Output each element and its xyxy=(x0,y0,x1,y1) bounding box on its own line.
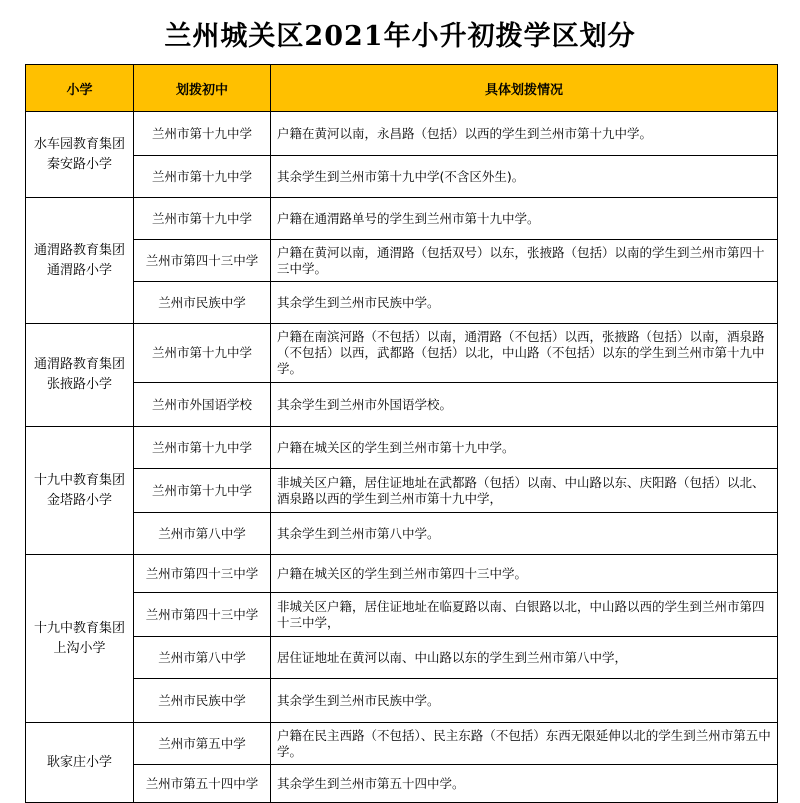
school-cell: 通渭路教育集团张掖路小学 xyxy=(26,324,134,427)
detail-cell: 其余学生到兰州市民族中学。 xyxy=(271,679,778,723)
middle-school-cell: 兰州市第五十四中学 xyxy=(134,765,271,803)
detail-cell: 户籍在城关区的学生到兰州市第四十三中学。 xyxy=(271,555,778,593)
middle-school-cell: 兰州市第十九中学 xyxy=(134,112,271,156)
table-row xyxy=(26,513,778,555)
middle-school-cell: 兰州市第四十三中学 xyxy=(134,593,271,637)
detail-cell: 其余学生到兰州市第八中学。 xyxy=(271,513,778,555)
table-row xyxy=(26,198,778,240)
school-cell: 十九中教育集团上沟小学 xyxy=(26,555,134,723)
detail-cell: 其余学生到兰州市第十九中学(不含区外生)。 xyxy=(271,156,778,198)
detail-cell: 其余学生到兰州市民族中学。 xyxy=(271,282,778,324)
table-row xyxy=(26,679,778,723)
middle-school-cell: 兰州市第四十三中学 xyxy=(134,555,271,593)
table-row xyxy=(26,156,778,198)
middle-school-cell: 兰州市第十九中学 xyxy=(134,156,271,198)
detail-cell: 居住证地址在黄河以南、中山路以东的学生到兰州市第八中学， xyxy=(271,637,778,679)
middle-school-cell: 兰州市第八中学 xyxy=(134,513,271,555)
middle-school-cell: 兰州市第十九中学 xyxy=(134,427,271,469)
middle-school-cell: 兰州市外国语学校 xyxy=(134,383,271,427)
middle-school-cell: 兰州市第十九中学 xyxy=(134,198,271,240)
table-row xyxy=(26,723,778,765)
table-row xyxy=(26,282,778,324)
table-header-row xyxy=(26,65,778,112)
school-cell: 水车园教育集团秦安路小学 xyxy=(26,112,134,198)
middle-school-cell: 兰州市第十九中学 xyxy=(134,324,271,383)
table-row xyxy=(26,324,778,383)
header-middle-school: 划拨初中 xyxy=(134,65,271,112)
detail-cell: 户籍在黄河以南，永昌路（包括）以西的学生到兰州市第十九中学。 xyxy=(271,112,778,156)
table-row xyxy=(26,383,778,427)
middle-school-cell: 兰州市第八中学 xyxy=(134,637,271,679)
header-detail: 具体划拨情况 xyxy=(271,65,778,112)
detail-cell: 户籍在南滨河路（不包括）以南，通渭路（不包括）以西，张掖路（包括）以南，酒泉路（不包括）以西，武都路（包括）以北，中山路（不包括）以东的学生到兰州市第十九中学。 xyxy=(271,324,778,383)
table-row xyxy=(26,593,778,637)
table-row xyxy=(26,637,778,679)
table-row xyxy=(26,555,778,593)
school-cell: 耿家庄小学 xyxy=(26,723,134,803)
table-row xyxy=(26,240,778,282)
detail-cell: 户籍在民主西路（不包括）、民主东路（不包括）东西无限延伸以北的学生到兰州市第五中学。 xyxy=(271,723,778,765)
table-row xyxy=(26,427,778,469)
table-row xyxy=(26,469,778,513)
table-row xyxy=(26,112,778,156)
middle-school-cell: 兰州市第十九中学 xyxy=(134,469,271,513)
detail-cell: 户籍在通渭路单号的学生到兰州市第十九中学。 xyxy=(271,198,778,240)
detail-cell: 其余学生到兰州市外国语学校。 xyxy=(271,383,778,427)
middle-school-cell: 兰州市第五中学 xyxy=(134,723,271,765)
middle-school-cell: 兰州市民族中学 xyxy=(134,679,271,723)
detail-cell: 其余学生到兰州市第五十四中学。 xyxy=(271,765,778,803)
header-school: 小学 xyxy=(26,65,134,112)
page-title: 兰州城关区2021年小升初拨学区划分 xyxy=(164,21,636,52)
table-row xyxy=(26,765,778,803)
middle-school-cell: 兰州市第四十三中学 xyxy=(134,240,271,282)
detail-cell: 户籍在黄河以南，通渭路（包括双号）以东，张掖路（包括）以南的学生到兰州市第四十三中学。 xyxy=(271,240,778,282)
detail-cell: 户籍在城关区的学生到兰州市第十九中学。 xyxy=(271,427,778,469)
school-cell: 通渭路教育集团通渭路小学 xyxy=(26,198,134,324)
school-cell: 十九中教育集团金塔路小学 xyxy=(26,427,134,555)
detail-cell: 非城关区户籍，居住证地址在临夏路以南、白银路以北，中山路以西的学生到兰州市第四十三中学， xyxy=(271,593,778,637)
middle-school-cell: 兰州市民族中学 xyxy=(134,282,271,324)
district-table xyxy=(25,64,778,803)
detail-cell: 非城关区户籍，居住证地址在武都路（包括）以南、中山路以东、庆阳路（包括）以北、酒泉路以西的学生到兰州市第十九中学， xyxy=(271,469,778,513)
